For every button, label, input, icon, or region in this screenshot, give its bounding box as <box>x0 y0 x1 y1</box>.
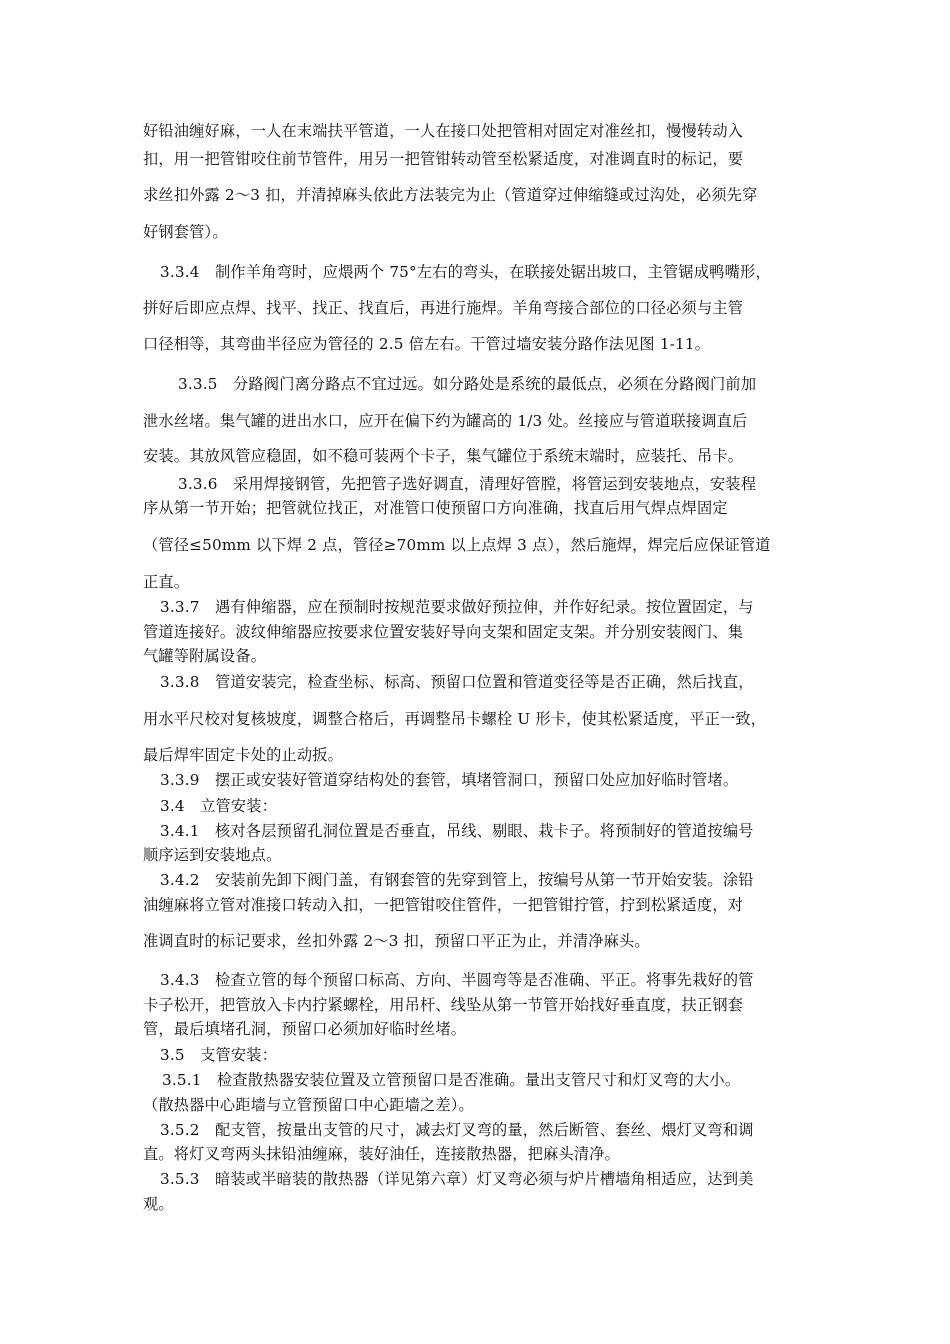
text-line: 口径相等，其弯曲半径应为管径的 2.5 倍左右。干管过墙安装分路作法见图 1-11。 <box>143 335 711 353</box>
text-line: 管，最后填堵孔洞，预留口必须加好临时丝堵。 <box>143 1020 467 1038</box>
section-heading: 3.5 支管安装： <box>160 1046 278 1064</box>
text-line: 直。将灯叉弯两头抹铅油缠麻，装好油任，连接散热器，把麻头清净。 <box>143 1145 621 1163</box>
text-line: 观。 <box>143 1195 174 1213</box>
text-line: 3.3.8 管道安装完，检查坐标、标高、预留口位置和管道变径等是否正确，然后找直， <box>160 673 754 691</box>
text-line: 3.5.3 暗装或半暗装的散热器（详见第六章）灯叉弯必须与炉片槽墙角相适应，达到美 <box>160 1170 754 1188</box>
text-line: 序从第一节开始；把管就位找正，对准管口使预留口方向准确，找直后用气焊点焊固定 <box>143 499 728 517</box>
text-line: 3.5.1 检查散热器安装位置及立管预留口是否准确。量出支管尺寸和灯叉弯的大小。 <box>162 1071 741 1089</box>
text-line: 3.4.2 安装前先卸下阀门盖，有钢套管的先穿到管上，按编号从第一节开始安装。涂铅 <box>160 871 754 889</box>
text-line: 泄水丝堵。集气罐的进出水口，应开在偏下约为罐高的 1/3 处。丝接应与管道联接调直后 <box>143 412 748 430</box>
text-line: 油缠麻将立管对准接口转动入扣，一把管钳咬住管件，一把管钳拧管，拧到松紧适度，对 <box>143 896 744 914</box>
text-line: 3.4.1 核对各层预留孔洞位置是否垂直，吊线、剔眼、栽卡子。将预制好的管道按编号 <box>160 822 754 840</box>
text-line: 3.3.6 采用焊接钢管，先把管子选好调直，清理好管膛，将管运到安装地点，安装程 <box>178 475 757 493</box>
text-line: 正直。 <box>143 573 190 591</box>
text-line: （散热器中心距墙与立管预留口中心距墙之差）。 <box>143 1096 474 1114</box>
text-line: 好钢套管）。 <box>143 223 228 241</box>
text-line: 3.3.9 摆正或安装好管道穿结构处的套管，填堵管洞口，预留口处应加好临时管堵。 <box>160 771 739 789</box>
text-line: 用水平尺校对复核坡度，调整合格后，再调整吊卡螺栓 U 形卡，使其松紧适度，平正一致， <box>143 710 767 728</box>
text-line: 3.4.3 检查立管的每个预留口标高、方向、半圆弯等是否准确、平正。将事先栽好的管 <box>160 971 754 989</box>
text-line: 3.5.2 配支管，按量出支管的尺寸，减去灯叉弯的量，然后断管、套丝、煨灯叉弯和调 <box>160 1121 754 1139</box>
text-line: 安装。其放风管应稳固，如不稳可装两个卡子，集气罐位于系统末端时，应装托、吊卡。 <box>143 447 744 465</box>
section-heading: 3.4 立管安装： <box>160 797 278 815</box>
text-line: （管径≤50mm 以下焊 2 点，管径≥70mm 以上点焊 3 点），然后施焊，焊完后应保证管道 <box>143 536 771 554</box>
text-line: 3.3.7 遇有伸缩器，应在预制时按规范要求做好预拉伸，并作好纪录。按位置固定，与 <box>160 598 754 616</box>
text-line: 3.3.4 制作羊角弯时，应煨两个 75°左右的弯头，在联接处锯出坡口，主管锯成鸭嘴形， <box>160 263 771 281</box>
text-line: 扣，用一把管钳咬住前节管件，用另一把管钳转动管至松紧适度，对准调直时的标记，要 <box>143 150 744 168</box>
text-line: 3.3.5 分路阀门离分路点不宜过远。如分路处是系统的最低点，必须在分路阀门前加 <box>178 375 757 393</box>
text-line: 顺序运到安装地点。 <box>143 846 282 864</box>
text-line: 最后焊牢固定卡处的止动扳。 <box>143 746 344 764</box>
text-line: 气罐等附属设备。 <box>143 647 267 665</box>
text-line: 求丝扣外露 2～3 扣，并清掉麻头依此方法装完为止（管道穿过伸缩缝或过沟处，必须先穿 <box>143 186 758 204</box>
text-line: 拼好后即应点焊、找平、找正、找直后，再进行施焊。羊角弯接合部位的口径必须与主管 <box>143 299 744 317</box>
text-line: 卡子松开，把管放入卡内拧紧螺栓，用吊杆、线坠从第一节管开始找好垂直度，扶正钢套 <box>143 996 744 1014</box>
text-line: 准调直时的标记要求，丝扣外露 2～3 扣，预留口平正为止，并清净麻头。 <box>143 932 650 950</box>
text-line: 好铅油缠好麻，一人在末端扶平管道，一人在接口处把管相对固定对准丝扣，慢慢转动入 <box>143 122 744 140</box>
text-line: 管道连接好。波纹伸缩器应按要求位置安装好导向支架和固定支架。并分别安装阀门、集 <box>143 623 744 641</box>
